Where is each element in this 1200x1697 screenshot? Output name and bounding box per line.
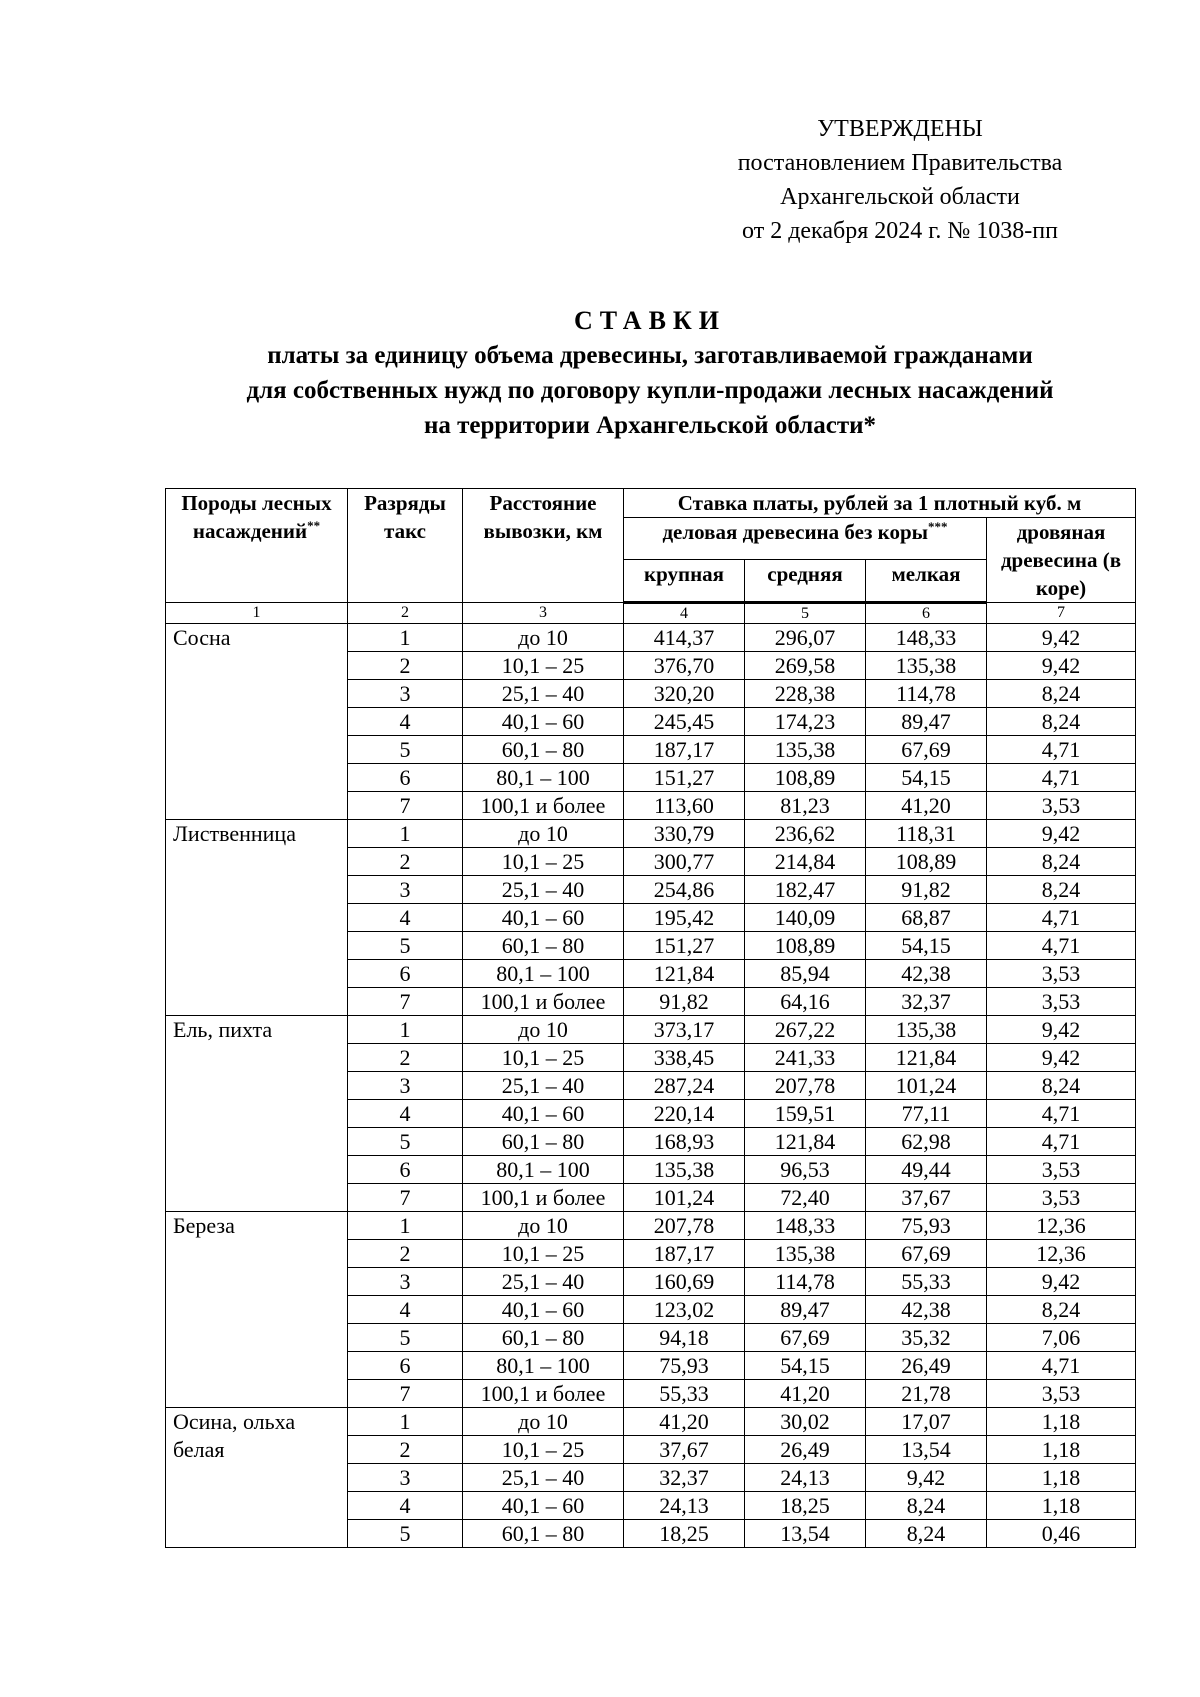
rate-large-cell: 32,37 [624, 1464, 745, 1492]
rate-small-cell: 91,82 [866, 876, 987, 904]
distance-cell: до 10 [463, 1212, 624, 1240]
rate-fuel-cell: 4,71 [987, 1100, 1136, 1128]
header-small: мелкая [866, 559, 987, 602]
category-cell: 6 [348, 960, 463, 988]
category-cell: 5 [348, 932, 463, 960]
species-cell: Осина, ольха белая [166, 1408, 348, 1548]
category-cell: 2 [348, 652, 463, 680]
category-cell: 2 [348, 848, 463, 876]
rate-large-cell: 151,27 [624, 932, 745, 960]
rate-small-cell: 42,38 [866, 1296, 987, 1324]
category-cell: 1 [348, 820, 463, 848]
distance-cell: 40,1 – 60 [463, 1492, 624, 1520]
header-business-label: деловая древесина без коры [662, 520, 929, 544]
distance-cell: 10,1 – 25 [463, 652, 624, 680]
rate-small-cell: 67,69 [866, 1240, 987, 1268]
approval-block [690, 112, 1110, 248]
rate-large-cell: 160,69 [624, 1268, 745, 1296]
category-cell: 4 [348, 1492, 463, 1520]
rate-small-cell: 54,15 [866, 764, 987, 792]
rate-large-cell: 207,78 [624, 1212, 745, 1240]
rate-small-cell: 26,49 [866, 1352, 987, 1380]
rate-large-cell: 414,37 [624, 624, 745, 652]
rate-small-cell: 67,69 [866, 736, 987, 764]
rate-fuel-cell: 3,53 [987, 792, 1136, 820]
header-species-label: Породы лесных насаждений [181, 491, 332, 543]
category-cell: 5 [348, 1128, 463, 1156]
rate-fuel-cell: 4,71 [987, 1352, 1136, 1380]
rate-fuel-cell: 4,71 [987, 764, 1136, 792]
rate-fuel-cell: 12,36 [987, 1240, 1136, 1268]
rate-large-cell: 338,45 [624, 1044, 745, 1072]
rate-small-cell: 9,42 [866, 1464, 987, 1492]
category-cell: 3 [348, 1072, 463, 1100]
approval-line-3: Архангельской области [780, 184, 1020, 210]
rate-medium-cell: 67,69 [745, 1324, 866, 1352]
header-large: крупная [624, 559, 745, 602]
header-distance: Расстояние вывозки, км [463, 489, 624, 603]
category-cell: 4 [348, 1296, 463, 1324]
category-cell: 3 [348, 876, 463, 904]
table-row [166, 1212, 1136, 1240]
rate-fuel-cell: 7,06 [987, 1324, 1136, 1352]
rate-fuel-cell: 3,53 [987, 988, 1136, 1016]
rate-medium-cell: 174,23 [745, 708, 866, 736]
rate-small-cell: 68,87 [866, 904, 987, 932]
rate-medium-cell: 236,62 [745, 820, 866, 848]
category-cell: 2 [348, 1436, 463, 1464]
column-number: 3 [463, 603, 624, 624]
header-categories: Разряды такс [348, 489, 463, 603]
rate-fuel-cell: 3,53 [987, 1184, 1136, 1212]
rate-small-cell: 55,33 [866, 1268, 987, 1296]
column-number: 5 [745, 603, 866, 624]
distance-cell: 10,1 – 25 [463, 1240, 624, 1268]
distance-cell: 10,1 – 25 [463, 848, 624, 876]
rate-medium-cell: 89,47 [745, 1296, 866, 1324]
category-cell: 1 [348, 1408, 463, 1436]
rate-fuel-cell: 3,53 [987, 1380, 1136, 1408]
rate-small-cell: 135,38 [866, 652, 987, 680]
rate-fuel-cell: 8,24 [987, 680, 1136, 708]
header-business-wood [624, 518, 987, 560]
header-rate: Ставка платы, рублей за 1 плотный куб. м [624, 489, 1136, 518]
rate-small-cell: 135,38 [866, 1016, 987, 1044]
column-numbers-row [166, 603, 1136, 624]
category-cell: 4 [348, 1100, 463, 1128]
document-title [120, 303, 1180, 443]
rate-small-cell: 62,98 [866, 1128, 987, 1156]
rate-small-cell: 118,31 [866, 820, 987, 848]
rate-fuel-cell: 4,71 [987, 932, 1136, 960]
rate-small-cell: 41,20 [866, 792, 987, 820]
category-cell: 2 [348, 1044, 463, 1072]
header-species-footnote-mark: ** [307, 518, 321, 533]
rate-medium-cell: 81,23 [745, 792, 866, 820]
distance-cell: 60,1 – 80 [463, 736, 624, 764]
rate-medium-cell: 54,15 [745, 1352, 866, 1380]
rate-large-cell: 123,02 [624, 1296, 745, 1324]
distance-cell: 40,1 – 60 [463, 904, 624, 932]
distance-cell: до 10 [463, 1408, 624, 1436]
table-header [166, 489, 1136, 624]
rate-medium-cell: 41,20 [745, 1380, 866, 1408]
species-cell: Лиственница [166, 820, 348, 1016]
category-cell: 1 [348, 1016, 463, 1044]
category-cell: 7 [348, 792, 463, 820]
rate-fuel-cell: 8,24 [987, 876, 1136, 904]
distance-cell: 100,1 и более [463, 1184, 624, 1212]
rate-small-cell: 75,93 [866, 1212, 987, 1240]
rate-medium-cell: 140,09 [745, 904, 866, 932]
rate-medium-cell: 121,84 [745, 1128, 866, 1156]
category-cell: 4 [348, 708, 463, 736]
rate-small-cell: 101,24 [866, 1072, 987, 1100]
rate-small-cell: 77,11 [866, 1100, 987, 1128]
distance-cell: 80,1 – 100 [463, 1156, 624, 1184]
category-cell: 7 [348, 1184, 463, 1212]
rate-fuel-cell: 4,71 [987, 736, 1136, 764]
rate-medium-cell: 96,53 [745, 1156, 866, 1184]
rates-table [165, 488, 1136, 1548]
rate-small-cell: 8,24 [866, 1492, 987, 1520]
rate-small-cell: 21,78 [866, 1380, 987, 1408]
rate-large-cell: 187,17 [624, 736, 745, 764]
category-cell: 6 [348, 764, 463, 792]
rate-medium-cell: 135,38 [745, 736, 866, 764]
category-cell: 3 [348, 1464, 463, 1492]
distance-cell: 25,1 – 40 [463, 1268, 624, 1296]
rate-small-cell: 49,44 [866, 1156, 987, 1184]
column-number: 1 [166, 603, 348, 624]
rate-medium-cell: 18,25 [745, 1492, 866, 1520]
rate-fuel-cell: 3,53 [987, 1156, 1136, 1184]
distance-cell: 100,1 и более [463, 792, 624, 820]
category-cell: 4 [348, 904, 463, 932]
rate-small-cell: 13,54 [866, 1436, 987, 1464]
rate-fuel-cell: 1,18 [987, 1408, 1136, 1436]
table-row [166, 1016, 1136, 1044]
rate-large-cell: 168,93 [624, 1128, 745, 1156]
title-heading: СТАВКИ [573, 306, 727, 335]
distance-cell: 100,1 и более [463, 988, 624, 1016]
rate-medium-cell: 108,89 [745, 932, 866, 960]
rate-small-cell: 17,07 [866, 1408, 987, 1436]
rate-fuel-cell: 12,36 [987, 1212, 1136, 1240]
table-body [166, 624, 1136, 1548]
rate-large-cell: 55,33 [624, 1380, 745, 1408]
rate-large-cell: 94,18 [624, 1324, 745, 1352]
table-row [166, 624, 1136, 652]
rate-fuel-cell: 8,24 [987, 1072, 1136, 1100]
rate-fuel-cell: 1,18 [987, 1436, 1136, 1464]
rate-fuel-cell: 8,24 [987, 848, 1136, 876]
category-cell: 1 [348, 624, 463, 652]
rate-medium-cell: 64,16 [745, 988, 866, 1016]
category-cell: 5 [348, 1324, 463, 1352]
distance-cell: 60,1 – 80 [463, 1128, 624, 1156]
rate-large-cell: 91,82 [624, 988, 745, 1016]
category-cell: 7 [348, 1380, 463, 1408]
rate-large-cell: 300,77 [624, 848, 745, 876]
rate-large-cell: 151,27 [624, 764, 745, 792]
category-cell: 6 [348, 1156, 463, 1184]
approval-line-2: постановлением Правительства [737, 150, 1063, 176]
category-cell: 2 [348, 1240, 463, 1268]
rate-medium-cell: 241,33 [745, 1044, 866, 1072]
distance-cell: 10,1 – 25 [463, 1436, 624, 1464]
header-business-footnote-mark: *** [928, 519, 948, 534]
rate-fuel-cell: 8,24 [987, 1296, 1136, 1324]
species-cell: Ель, пихта [166, 1016, 348, 1212]
rate-small-cell: 8,24 [866, 1520, 987, 1548]
distance-cell: 25,1 – 40 [463, 1072, 624, 1100]
rate-large-cell: 320,20 [624, 680, 745, 708]
distance-cell: до 10 [463, 820, 624, 848]
rate-medium-cell: 135,38 [745, 1240, 866, 1268]
distance-cell: 80,1 – 100 [463, 1352, 624, 1380]
rate-fuel-cell: 4,71 [987, 1128, 1136, 1156]
rate-medium-cell: 267,22 [745, 1016, 866, 1044]
distance-cell: 60,1 – 80 [463, 1520, 624, 1548]
header-species [166, 489, 348, 603]
rate-small-cell: 121,84 [866, 1044, 987, 1072]
distance-cell: 10,1 – 25 [463, 1044, 624, 1072]
species-cell: Сосна [166, 624, 348, 820]
header-fuel-wood: дровяная древесина (в коре) [987, 518, 1136, 603]
header-medium: средняя [745, 559, 866, 602]
rate-medium-cell: 159,51 [745, 1100, 866, 1128]
rate-fuel-cell: 9,42 [987, 624, 1136, 652]
rate-large-cell: 220,14 [624, 1100, 745, 1128]
rate-fuel-cell: 9,42 [987, 1016, 1136, 1044]
rate-fuel-cell: 1,18 [987, 1464, 1136, 1492]
rate-medium-cell: 24,13 [745, 1464, 866, 1492]
rate-medium-cell: 114,78 [745, 1268, 866, 1296]
approval-line-4: от 2 декабря 2024 г. № 1038-пп [742, 218, 1058, 244]
rate-medium-cell: 269,58 [745, 652, 866, 680]
rate-medium-cell: 148,33 [745, 1212, 866, 1240]
rate-small-cell: 32,37 [866, 988, 987, 1016]
distance-cell: 80,1 – 100 [463, 764, 624, 792]
rate-small-cell: 108,89 [866, 848, 987, 876]
distance-cell: 40,1 – 60 [463, 708, 624, 736]
rate-large-cell: 135,38 [624, 1156, 745, 1184]
rate-medium-cell: 228,38 [745, 680, 866, 708]
rate-fuel-cell: 3,53 [987, 960, 1136, 988]
rate-medium-cell: 296,07 [745, 624, 866, 652]
title-line-1: платы за единицу объема древесины, заготавливаемой гражданами [267, 342, 1033, 369]
rate-small-cell: 89,47 [866, 708, 987, 736]
table-row [166, 820, 1136, 848]
rate-small-cell: 42,38 [866, 960, 987, 988]
distance-cell: 25,1 – 40 [463, 1464, 624, 1492]
category-cell: 5 [348, 736, 463, 764]
column-number: 2 [348, 603, 463, 624]
distance-cell: 60,1 – 80 [463, 1324, 624, 1352]
rate-medium-cell: 72,40 [745, 1184, 866, 1212]
rate-medium-cell: 108,89 [745, 764, 866, 792]
category-cell: 3 [348, 1268, 463, 1296]
distance-cell: 40,1 – 60 [463, 1296, 624, 1324]
distance-cell: 100,1 и более [463, 1380, 624, 1408]
distance-cell: 80,1 – 100 [463, 960, 624, 988]
rate-large-cell: 41,20 [624, 1408, 745, 1436]
category-cell: 7 [348, 988, 463, 1016]
rate-large-cell: 195,42 [624, 904, 745, 932]
approval-line-1: УТВЕРЖДЕНЫ [817, 116, 983, 142]
species-cell: Береза [166, 1212, 348, 1408]
rate-large-cell: 113,60 [624, 792, 745, 820]
rate-large-cell: 121,84 [624, 960, 745, 988]
distance-cell: 25,1 – 40 [463, 680, 624, 708]
rate-fuel-cell: 1,18 [987, 1492, 1136, 1520]
rate-large-cell: 330,79 [624, 820, 745, 848]
rate-medium-cell: 26,49 [745, 1436, 866, 1464]
rate-large-cell: 18,25 [624, 1520, 745, 1548]
rate-fuel-cell: 9,42 [987, 1268, 1136, 1296]
rate-large-cell: 373,17 [624, 1016, 745, 1044]
category-cell: 3 [348, 680, 463, 708]
rate-fuel-cell: 4,71 [987, 904, 1136, 932]
column-number: 7 [987, 603, 1136, 624]
rate-small-cell: 114,78 [866, 680, 987, 708]
rate-medium-cell: 85,94 [745, 960, 866, 988]
rate-small-cell: 35,32 [866, 1324, 987, 1352]
category-cell: 1 [348, 1212, 463, 1240]
rate-medium-cell: 30,02 [745, 1408, 866, 1436]
rate-large-cell: 376,70 [624, 652, 745, 680]
rate-small-cell: 148,33 [866, 624, 987, 652]
column-number: 4 [624, 603, 745, 624]
column-number: 6 [866, 603, 987, 624]
rate-small-cell: 37,67 [866, 1184, 987, 1212]
table-row [166, 1408, 1136, 1436]
rate-large-cell: 101,24 [624, 1184, 745, 1212]
rate-fuel-cell: 9,42 [987, 1044, 1136, 1072]
rate-large-cell: 254,86 [624, 876, 745, 904]
rate-small-cell: 54,15 [866, 932, 987, 960]
rate-large-cell: 37,67 [624, 1436, 745, 1464]
category-cell: 5 [348, 1520, 463, 1548]
title-line-3: на территории Архангельской области* [423, 412, 877, 439]
distance-cell: 60,1 – 80 [463, 932, 624, 960]
rate-medium-cell: 182,47 [745, 876, 866, 904]
rate-fuel-cell: 9,42 [987, 652, 1136, 680]
distance-cell: до 10 [463, 624, 624, 652]
title-line-2: для собственных нужд по договору купли-продажи лесных насаждений [246, 377, 1054, 404]
rate-large-cell: 287,24 [624, 1072, 745, 1100]
distance-cell: 25,1 – 40 [463, 876, 624, 904]
rate-medium-cell: 13,54 [745, 1520, 866, 1548]
category-cell: 6 [348, 1352, 463, 1380]
distance-cell: 40,1 – 60 [463, 1100, 624, 1128]
rate-medium-cell: 214,84 [745, 848, 866, 876]
rate-medium-cell: 207,78 [745, 1072, 866, 1100]
rate-fuel-cell: 8,24 [987, 708, 1136, 736]
rate-large-cell: 245,45 [624, 708, 745, 736]
rate-fuel-cell: 9,42 [987, 820, 1136, 848]
rate-large-cell: 187,17 [624, 1240, 745, 1268]
rate-large-cell: 75,93 [624, 1352, 745, 1380]
rate-fuel-cell: 0,46 [987, 1520, 1136, 1548]
rate-large-cell: 24,13 [624, 1492, 745, 1520]
distance-cell: до 10 [463, 1016, 624, 1044]
